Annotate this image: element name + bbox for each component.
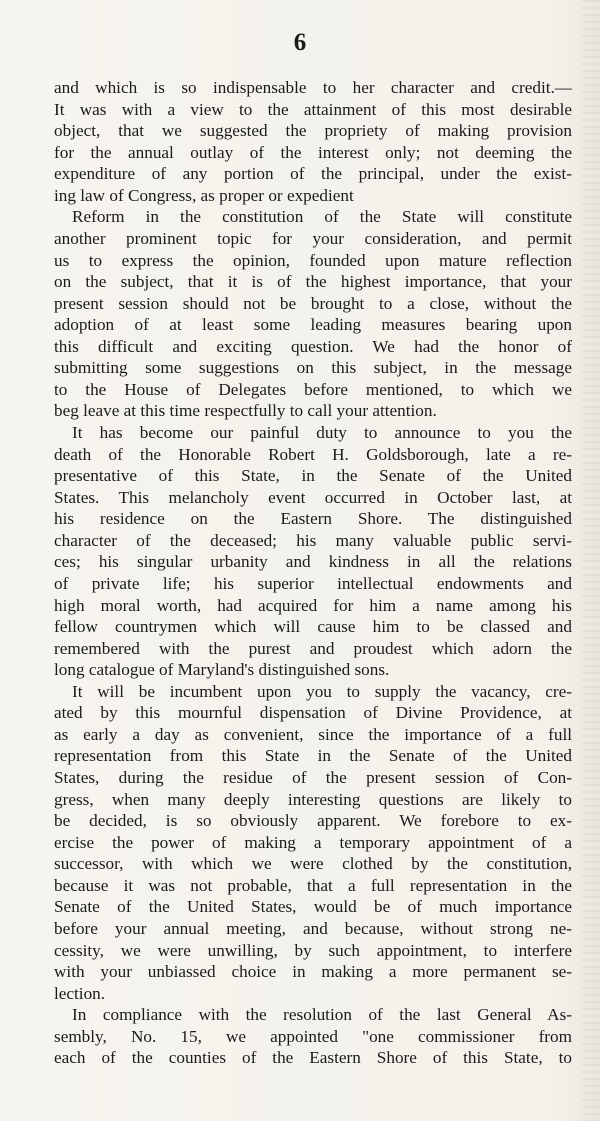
text-line: death of the Honorable Robert H. Goldsborough, late a re- <box>54 444 572 464</box>
text-line: sembly, No. 15, we appointed "one commissioner from <box>54 1026 572 1046</box>
text-line: this difficult and exciting question. We had the honor of <box>54 336 572 356</box>
body-text <box>54 77 572 1069</box>
text-line: present session should not be brought to a close, without the <box>54 293 572 313</box>
text-line: adoption of at least some leading measures bearing upon <box>54 315 572 335</box>
text-line: be decided, is so obviously apparent. We forebore to ex- <box>54 811 572 831</box>
text-line: It will be incumbent upon you to supply the vacancy, cre- <box>72 681 572 701</box>
page-edge <box>582 0 600 1121</box>
text-line: another prominent topic for your consideration, and permit <box>54 228 572 248</box>
text-line: remembered with the purest and proudest which adorn the <box>54 638 572 658</box>
text-line: submitting some suggestions on this subject, in the message <box>54 358 572 378</box>
text-line: States, during the residue of the present session of Con- <box>54 768 572 787</box>
text-line: his residence on the Eastern Shore. The distinguished <box>54 509 572 529</box>
text-line: of private life; his superior intellectual endowments and <box>54 573 572 593</box>
text-line: with your unbiassed choice in making a more permanent se- <box>54 962 572 982</box>
text-line: States. This melancholy event occurred in October last, at <box>54 487 572 507</box>
text-line: It has become our painful duty to announce to you the <box>72 423 572 442</box>
text-line: cessity, we were unwilling, by such appointment, to interfere <box>54 940 572 960</box>
text-line: ing law of Congress, as proper or expedient <box>54 185 354 205</box>
text-line: expenditure of any portion of the principal, under the exist- <box>54 164 572 184</box>
text-line: long catalogue of Maryland's distinguished sons. <box>54 660 390 680</box>
text-line: Senate of the United States, would be of much importance <box>54 897 572 917</box>
text-line: representation from this State in the Senate of the United <box>54 746 572 766</box>
text-line: fellow countrymen which will cause him to be classed and <box>54 617 572 637</box>
text-line: presentative of this State, in the Senate of the United <box>54 466 572 486</box>
text-line: Reform in the constitution of the State will constitute <box>72 207 572 227</box>
text-line: ces; his singular urbanity and kindness in all the relations <box>54 552 572 572</box>
text-line: us to express the opinion, founded upon mature reflection <box>54 250 572 270</box>
text-line: on the subject, that it is of the highest importance, that your <box>54 272 572 292</box>
text-line: gress, when many deeply interesting questions are likely to <box>54 789 572 809</box>
text-line: lection. <box>54 983 106 1003</box>
text-line: as early a day as convenient, since the importance of a full <box>54 724 572 744</box>
page-number: 6 <box>293 29 307 56</box>
text-line: beg leave at this time respectfully to call your attention. <box>54 401 437 421</box>
text-line: It was with a view to the attainment of this most desirable <box>54 99 572 119</box>
text-line: before your annual meeting, and because, without strong ne- <box>54 918 572 938</box>
text-line: ercise the power of making a temporary appointment of a <box>54 832 572 852</box>
text-line: to the House of Delegates before mentioned, to which we <box>54 379 572 399</box>
text-line: and which is so indispensable to her character and credit.— <box>54 78 572 97</box>
text-line: object, that we suggested the propriety of making provision <box>54 121 572 141</box>
text-line: successor, with which we were clothed by the constitution, <box>54 854 572 874</box>
text-line: because it was not probable, that a full representation in the <box>54 875 572 895</box>
text-line: each of the counties of the Eastern Shore of this State, to <box>54 1048 572 1068</box>
text-line: character of the deceased; his many valuable public servi- <box>54 530 572 550</box>
text-line: for the annual outlay of the interest only; not deeming the <box>54 142 572 162</box>
text-line: high moral worth, had acquired for him a name among his <box>54 595 572 615</box>
text-line: ated by this mournful dispensation of Divine Providence, at <box>54 703 572 723</box>
text-line: In compliance with the resolution of the last General As- <box>72 1005 572 1025</box>
